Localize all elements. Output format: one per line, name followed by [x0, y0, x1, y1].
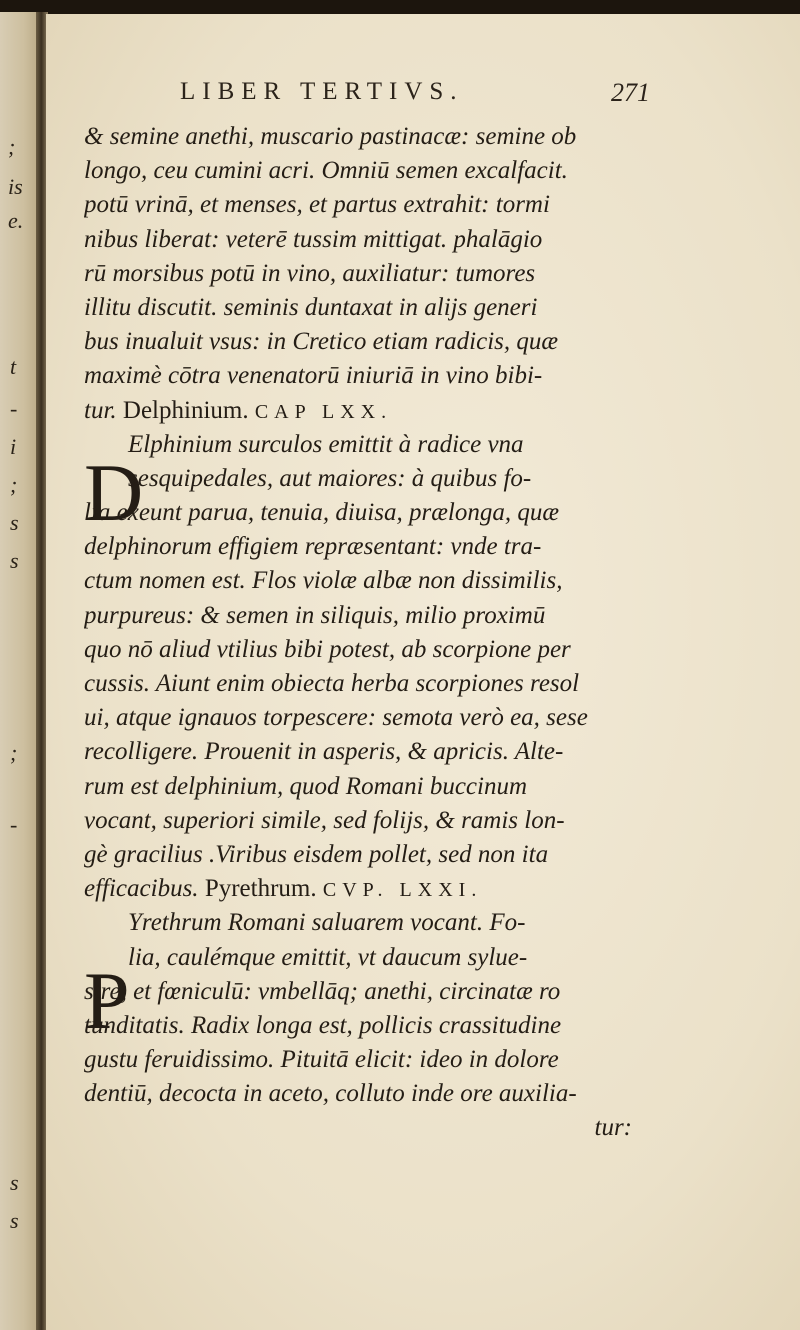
- text-line: delphinorum effigiem repræsentant: vnde tra-: [84, 533, 542, 561]
- text-line: ui, atque ignauos torpescere: semota verò ea, sese: [84, 704, 588, 732]
- text-line: tur.: [84, 396, 117, 424]
- margin-mark: e.: [8, 208, 24, 233]
- page-header: [180, 78, 650, 118]
- margin-mark: s: [10, 548, 19, 573]
- text-line: Yrethrum Romani saluarem vocant. Fo-: [128, 909, 526, 937]
- margin-mark: is: [8, 174, 23, 199]
- heading-line: [84, 872, 632, 906]
- margin-mark: s: [10, 510, 19, 535]
- text-line: stre, et fœniculū: vmbellāq; anethi, circinatæ ro: [84, 977, 561, 1005]
- text-line: ctum nomen est. Flos violæ albæ non dissimilis,: [84, 567, 563, 595]
- margin-mark: -: [10, 396, 18, 421]
- margin-mark: t: [10, 354, 17, 379]
- text-line: rū morsibus potū in vino, auxiliatur: tumores: [84, 259, 536, 287]
- text-line: recolligere. Prouenit in asperis, & apricis. Alte-: [84, 738, 564, 766]
- text-line: illitu discutit. seminis duntaxat in alijs generi: [84, 293, 538, 321]
- text-line: lia, caulémque emittit, vt daucum sylue-: [128, 943, 528, 971]
- running-head: LIBER TERTIVS.: [180, 78, 464, 105]
- heading-line: [84, 394, 632, 428]
- catchword: tur:: [594, 1114, 632, 1142]
- text-line: nibus liberat: veterē tussim mittigat. phalāgio: [84, 225, 543, 253]
- text-line: dentiū, decocta in aceto, colluto inde ore auxilia-: [84, 1080, 577, 1108]
- text-line: gè gracilius .Viribus eisdem pollet, sed non ita: [84, 840, 549, 868]
- margin-mark: s: [10, 1208, 19, 1233]
- text-line: & semine anethi, muscario pastinacæ: semine ob: [84, 123, 577, 150]
- text-line: Elphinium surculos emittit à radice vna: [128, 430, 524, 458]
- text-line: cussis. Aiunt enim obiecta herba scorpiones resol: [84, 670, 580, 697]
- text-line: efficacibus.: [84, 875, 199, 903]
- margin-mark: i: [10, 434, 17, 459]
- margin-mark: -: [10, 812, 18, 837]
- margin-mark: ;: [8, 134, 16, 159]
- text-line: sesquipedales, aut maiores: à quibus fo-: [128, 464, 532, 492]
- text-line: rum est delphinium, quod Romani buccinum: [84, 772, 528, 800]
- text-line: tunditatis. Radix longa est, pollicis crassitudine: [84, 1011, 562, 1039]
- margin-mark: ;: [10, 472, 18, 497]
- text-line: gustu feruidissimo. Pituitā elicit: ideo in dolore: [84, 1046, 559, 1074]
- chapter-title-delphinium: Delphinium.: [122, 396, 249, 424]
- dropcap-d: D: [84, 447, 144, 538]
- text-line: vocant, superiori simile, sed folijs, & ramis lon-: [84, 806, 565, 834]
- page-number: 271: [611, 78, 650, 107]
- chapter-number-lxx: CAP LXX.: [254, 400, 393, 423]
- text-line: purpureus: & semen in siliquis, milio proximū: [84, 601, 546, 629]
- text-line: lia exeunt parua, tenuia, diuisa, prælonga, quæ: [84, 499, 559, 527]
- text-line: quo nō aliud vtilius bibi potest, ab scorpione per: [84, 635, 571, 663]
- text-line: maximè cōtra venenatorū iniuriā in vino bibi-: [84, 362, 543, 390]
- previous-page-edge: [0, 12, 40, 1330]
- text-line: bus inualuit vsus: in Cretico etiam radicis, quæ: [84, 328, 559, 356]
- chapter-title-pyrethrum: Pyrethrum.: [204, 875, 317, 903]
- text-line: potū vrinā, et menses, et partus extrahit: tormi: [84, 191, 550, 219]
- chapter-number-lxxi: CVP. LXXI.: [322, 879, 483, 902]
- body-text: [84, 120, 632, 1146]
- text-line: longo, ceu cumini acri. Omniū semen excalfacit.: [84, 157, 568, 185]
- margin-mark: ;: [10, 740, 18, 765]
- margin-mark: s: [10, 1170, 19, 1195]
- dropcap-p: P: [84, 955, 130, 1046]
